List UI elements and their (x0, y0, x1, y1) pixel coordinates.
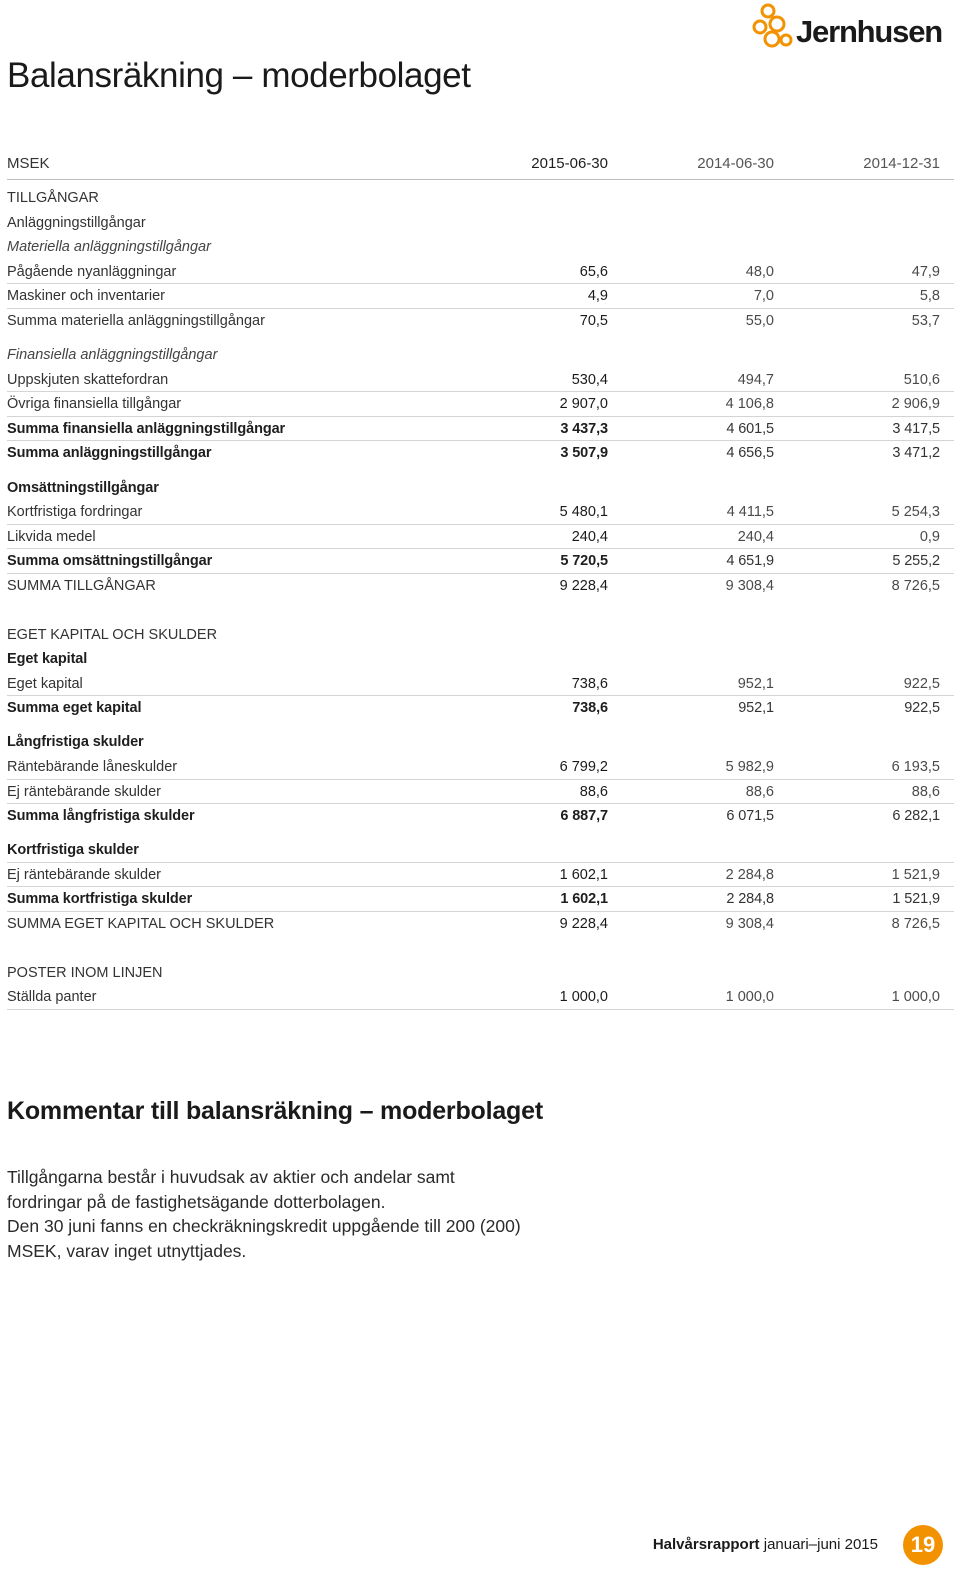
value-2014-06-30: 5 982,9 (725, 758, 774, 775)
table-row (7, 912, 954, 937)
row-label: Anläggningstillgångar (7, 214, 146, 231)
table-row (7, 863, 954, 888)
value-2015-06-30: 1 602,1 (560, 891, 608, 908)
value-2014-06-30: 4 601,5 (726, 420, 774, 437)
value-2014-06-30: 952,1 (738, 700, 774, 717)
value-2014-12-31: 922,5 (904, 700, 940, 717)
row-label: Ej räntebärande skulder (7, 783, 161, 800)
row-label: Summa finansiella anläggningstillgångar (7, 420, 286, 437)
row-label: TILLGÅNGAR (7, 190, 99, 206)
table-row (7, 887, 954, 912)
row-label: Summa materiella anläggningstillgångar (7, 312, 265, 329)
row-label: Ej räntebärande skulder (7, 866, 161, 883)
table-row (7, 260, 954, 285)
value-2014-12-31: 3 471,2 (892, 445, 940, 462)
row-label: Ställda panter (7, 989, 97, 1006)
value-2015-06-30: 5 720,5 (560, 553, 608, 570)
header-col3: 2014-12-31 (863, 155, 940, 172)
footer-report-name: Halvårsrapport (652, 1536, 760, 1553)
value-2014-12-31: 5 254,3 (891, 504, 940, 521)
value-2014-06-30: 88,6 (745, 783, 774, 800)
value-2014-12-31: 510,6 (903, 371, 940, 388)
value-2015-06-30: 2 907,0 (559, 396, 608, 413)
page-title: Balansräkning – moderbolaget (7, 56, 471, 95)
row-label: Summa anläggningstillgångar (7, 445, 212, 462)
row-label: Pågående nyanläggningar (7, 263, 177, 280)
row-label: EGET KAPITAL OCH SKULDER (7, 626, 218, 643)
value-2014-12-31: 8 726,5 (891, 916, 940, 933)
table-row (7, 574, 954, 599)
table-row (7, 417, 954, 442)
row-label: Likvida medel (7, 528, 96, 545)
table-row (7, 730, 954, 755)
value-2014-12-31: 1 521,9 (892, 891, 940, 908)
value-2015-06-30: 9 228,4 (559, 916, 608, 933)
table-row (7, 804, 954, 829)
row-label: Uppskjuten skattefordran (7, 371, 169, 388)
comment-paragraph: Den 30 juni fanns en checkräkningskredit uppgående till 200 (200) MSEK, varav inget utnyttjades. (7, 1216, 521, 1261)
value-2015-06-30: 240,4 (571, 528, 608, 545)
header-unit: MSEK (7, 155, 50, 172)
value-2014-12-31: 8 726,5 (891, 577, 940, 594)
value-2014-06-30: 1 000,0 (725, 989, 774, 1006)
value-2014-12-31: 6 282,1 (892, 808, 940, 825)
value-2015-06-30: 70,5 (579, 312, 608, 329)
table-row (7, 647, 954, 672)
value-2014-12-31: 922,5 (903, 675, 940, 692)
row-label: POSTER INOM LINJEN (7, 964, 163, 981)
value-2014-06-30: 9 308,4 (725, 916, 774, 933)
value-2014-12-31: 47,9 (911, 263, 940, 280)
table-row (7, 623, 954, 648)
table-header (7, 152, 954, 180)
table-row (7, 780, 954, 805)
value-2015-06-30: 5 480,1 (559, 504, 608, 521)
value-2014-06-30: 2 284,8 (726, 891, 774, 908)
footer-period: januari–juni 2015 (763, 1536, 878, 1553)
value-2015-06-30: 6 799,2 (559, 758, 608, 775)
table-row (7, 392, 954, 417)
table-row (7, 672, 954, 697)
table-row (7, 549, 954, 574)
value-2014-12-31: 5 255,2 (892, 553, 940, 570)
table-row (7, 476, 954, 501)
row-label: Materiella anläggningstillgångar (7, 239, 211, 256)
row-label: Omsättningstillgångar (7, 479, 159, 496)
row-label: Eget kapital (7, 651, 88, 668)
comment-body (7, 1165, 527, 1263)
table-row (7, 211, 954, 236)
value-2014-06-30: 4 656,5 (726, 445, 774, 462)
value-2015-06-30: 530,4 (571, 371, 608, 388)
value-2015-06-30: 3 507,9 (560, 445, 608, 462)
value-2015-06-30: 6 887,7 (560, 808, 608, 825)
row-label: Summa eget kapital (7, 700, 142, 717)
table-row (7, 500, 954, 525)
value-2015-06-30: 65,6 (579, 263, 608, 280)
row-label: Maskiner och inventarier (7, 288, 165, 305)
table-row (7, 985, 954, 1010)
value-2014-06-30: 2 284,8 (725, 866, 774, 883)
value-2015-06-30: 3 437,3 (560, 420, 608, 437)
comment-title: Kommentar till balansräkning – moderbolaget (7, 1097, 543, 1125)
value-2014-06-30: 4 651,9 (726, 553, 774, 570)
footer (653, 1536, 878, 1553)
header-col2: 2014-06-30 (697, 155, 774, 172)
value-2014-06-30: 7,0 (753, 288, 774, 305)
value-2015-06-30: 4,9 (587, 288, 608, 305)
row-label: Övriga finansiella tillgångar (7, 396, 182, 413)
table-row (7, 696, 954, 721)
row-label: Långfristiga skulder (7, 734, 144, 751)
value-2014-12-31: 0,9 (919, 528, 940, 545)
row-label: SUMMA EGET KAPITAL OCH SKULDER (7, 916, 275, 933)
row-label: Summa kortfristiga skulder (7, 891, 193, 908)
value-2014-06-30: 4 106,8 (725, 396, 774, 413)
value-2015-06-30: 9 228,4 (559, 577, 608, 594)
value-2014-06-30: 55,0 (745, 312, 774, 329)
value-2014-12-31: 2 906,9 (891, 396, 940, 413)
value-2015-06-30: 1 602,1 (559, 866, 608, 883)
table-row (7, 235, 954, 260)
page-number-badge: 19 (903, 1525, 943, 1565)
value-2014-12-31: 53,7 (911, 312, 940, 329)
table-row (7, 961, 954, 986)
table-row (7, 343, 954, 368)
table-row (7, 284, 954, 309)
header-col1: 2015-06-30 (531, 155, 608, 172)
table-row (7, 368, 954, 393)
value-2014-06-30: 4 411,5 (726, 504, 774, 521)
value-2014-12-31: 3 417,5 (892, 420, 940, 437)
row-label: Kortfristiga fordringar (7, 504, 143, 521)
value-2014-12-31: 1 000,0 (891, 989, 940, 1006)
balance-sheet-table (7, 152, 954, 1010)
value-2014-12-31: 88,6 (911, 783, 940, 800)
value-2014-12-31: 1 521,9 (891, 866, 940, 883)
value-2015-06-30: 88,6 (579, 783, 608, 800)
table-row (7, 755, 954, 780)
value-2014-06-30: 48,0 (745, 263, 774, 280)
value-2014-06-30: 952,1 (737, 675, 774, 692)
row-label: Eget kapital (7, 675, 83, 692)
row-label: Summa omsättningstillgångar (7, 553, 213, 570)
table-row (7, 309, 954, 334)
row-label: Räntebärande låneskulder (7, 758, 178, 775)
table-row (7, 525, 954, 550)
comment-paragraph: Tillgångarna består i huvudsak av aktier och andelar samt fordringar på de fastighetsägande dotterbolagen. (7, 1167, 455, 1212)
row-label: Finansiella anläggningstillgångar (7, 347, 218, 364)
jernhusen-logo (750, 2, 955, 54)
logo-wordmark: Jernhusen (796, 14, 942, 49)
value-2014-12-31: 5,8 (919, 288, 940, 305)
table-row (7, 838, 954, 863)
value-2015-06-30: 738,6 (571, 675, 608, 692)
row-label: SUMMA TILLGÅNGAR (7, 577, 156, 594)
row-label: Summa långfristiga skulder (7, 808, 195, 825)
table-row (7, 441, 954, 466)
value-2015-06-30: 738,6 (572, 700, 608, 717)
value-2014-12-31: 6 193,5 (891, 758, 940, 775)
value-2014-06-30: 6 071,5 (726, 808, 774, 825)
value-2015-06-30: 1 000,0 (559, 989, 608, 1006)
jernhusen-logo-icon (750, 2, 794, 54)
value-2014-06-30: 9 308,4 (725, 577, 774, 594)
table-row (7, 186, 954, 211)
value-2014-06-30: 240,4 (737, 528, 774, 545)
value-2014-06-30: 494,7 (737, 371, 774, 388)
row-label: Kortfristiga skulder (7, 842, 139, 859)
